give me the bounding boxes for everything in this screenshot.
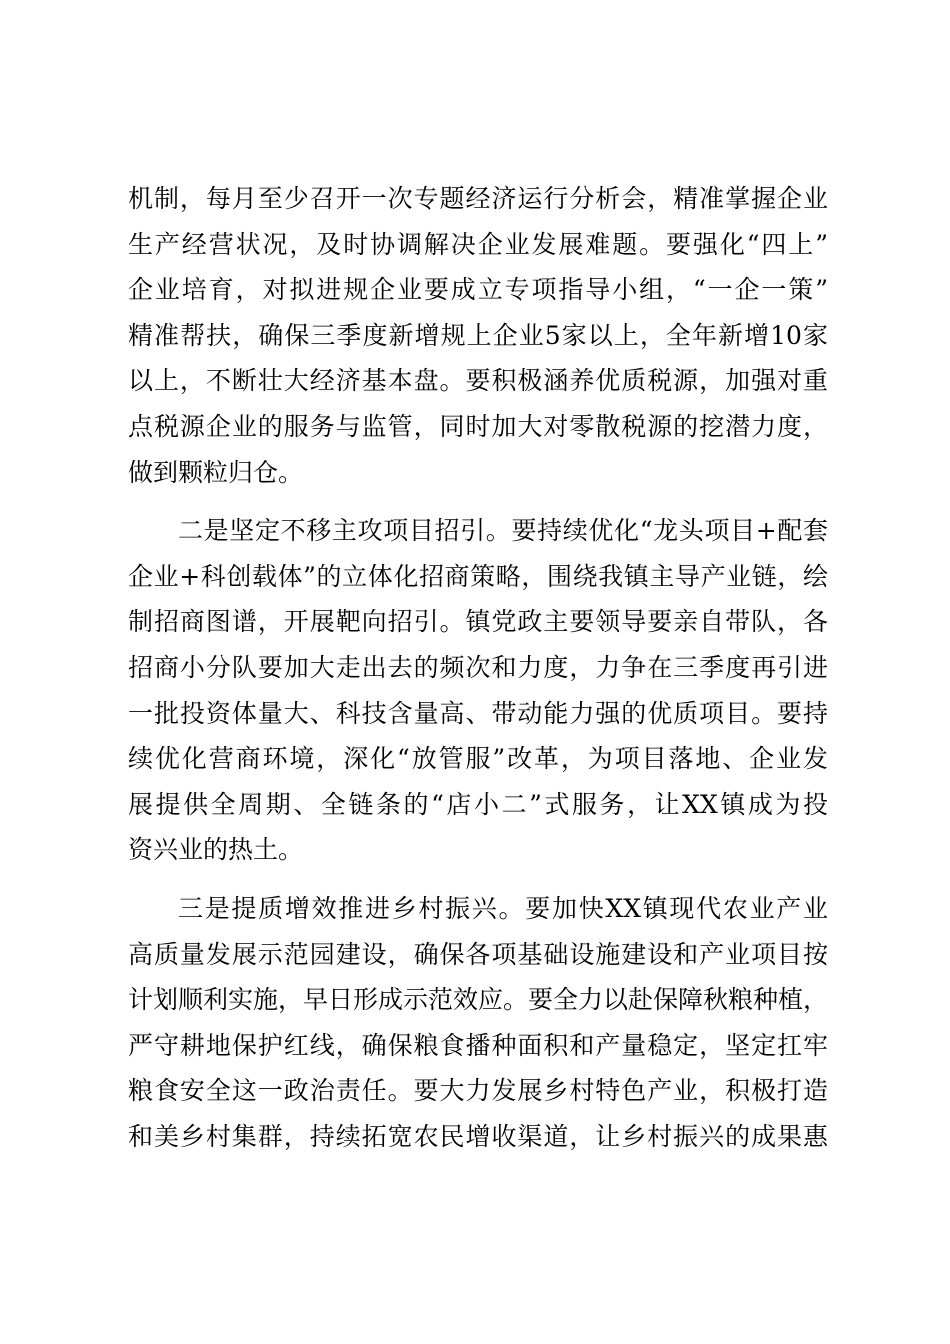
text-line: 点税源企业的服务与监管，同时加大对零散税源的挖潜力度，	[128, 411, 828, 441]
paragraph-1	[128, 176, 828, 495]
text-line: 和美乡村集群，持续拓宽农民增收渠道，让乡村振兴的成果惠	[128, 1121, 828, 1151]
paragraph-3	[128, 886, 828, 1160]
text-line: 以上，不断壮大经济基本盘。要积极涵养优质税源，加强对重	[128, 366, 828, 396]
text-line: 二是坚定不移主攻项目招引。要持续优化“龙头项目+配套	[178, 516, 828, 546]
paragraph-spacer	[128, 495, 828, 508]
text-line: 机制，每月至少召开一次专题经济运行分析会，精准掌握企业	[128, 184, 828, 213]
text-line: 招商小分队要加大走出去的频次和力度，力争在三季度再引进	[128, 652, 828, 682]
text-line: 资兴业的热土。	[128, 835, 304, 865]
text-line: 制招商图谱，开展靶向招引。镇党政主要领导要亲自带队，各	[128, 607, 828, 637]
text-line: 高质量发展示范园建设，确保各项基础设施建设和产业项目按	[128, 939, 828, 969]
text-line: 做到颗粒归仓。	[128, 457, 304, 487]
text-line: 计划顺利实施，早日形成示范效应。要全力以赴保障秋粮种植，	[128, 985, 829, 1015]
document-body	[128, 176, 828, 1159]
text-line: 精准帮扶，确保三季度新增规上企业5家以上，全年新增10家	[128, 320, 828, 350]
text-line: 企业培育，对拟进规企业要成立专项指导小组，“一企一策”	[128, 275, 828, 305]
text-line: 粮食安全这一政治责任。要大力发展乡村特色产业，积极打造	[128, 1076, 828, 1106]
text-line: 企业+科创载体”的立体化招商策略，围绕我镇主导产业链，绘	[128, 561, 828, 591]
text-line: 三是提质增效推进乡村振兴。要加快XX镇现代农业产业	[178, 893, 828, 923]
paragraph-2	[128, 508, 828, 873]
text-line: 生产经营状况，及时协调解决企业发展难题。要强化“四上”	[128, 229, 828, 259]
text-line: 展提供全周期、全链条的“店小二”式服务，让XX镇成为投	[128, 789, 828, 819]
paragraph-spacer	[128, 873, 828, 886]
text-line: 续优化营商环境，深化“放管服”改革，为项目落地、企业发	[128, 744, 828, 774]
text-line: 严守耕地保护红线，确保粮食播种面积和产量稳定，坚定扛牢	[128, 1030, 828, 1060]
text-line: 一批投资体量大、科技含量高、带动能力强的优质项目。要持	[128, 698, 828, 728]
